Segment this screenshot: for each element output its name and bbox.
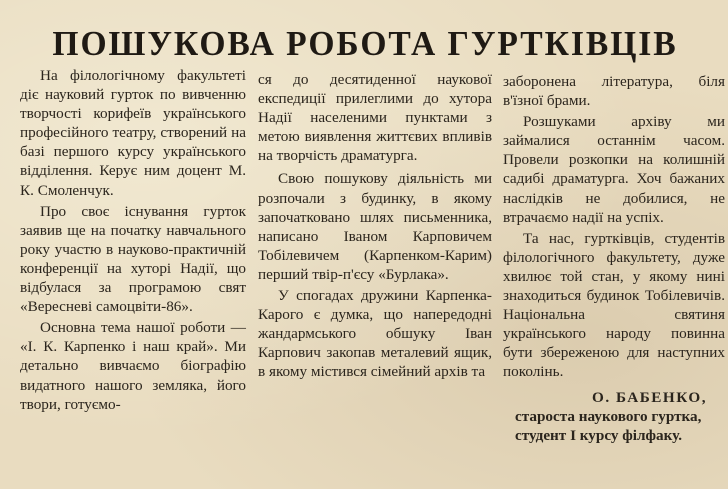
article-column-3 <box>503 72 725 445</box>
article-column-1 <box>20 66 246 416</box>
author-signature <box>503 388 725 445</box>
paragraph: У спогадах дружини Карпенка-Карого є думка, що напередодні жандармського обшуку Іван Карпович закопав металевий ящик, в якому містився сімейний архів та <box>258 287 492 381</box>
article-headline: ПОШУКОВА РОБОТА ГУРТКІВЦІВ <box>52 24 678 63</box>
paragraph: Та нас, гуртківців, студентів філологічного факультету, дуже хвилює той стан, у якому нині знаходиться будинок Тобілевичів. Національна святиня українського народу повинна бути збереженою для наступних поколінь. <box>503 229 725 381</box>
author-name: О. БАБЕНКО, <box>592 388 707 406</box>
paragraph: Свою пошукову діяльність ми розпочали з будинку, в якому започатковано шлях письменника, написано Іваном Карповичем Тобілевичем (Карпенком-Карим) перший твір-п'єсу «Бурлака». <box>258 170 492 283</box>
paragraph: Про своє існування гурток заявив ще на початку навчального року участю в науково-практичній конференції на хуторі Надії, що відбулася за програмою свят «Вересневі самоцвіти-86». <box>20 202 246 316</box>
paragraph: заборонена література, біля в'їзної брами. <box>503 73 725 110</box>
paragraph: Розшуками архіву ми займалися останнім часом. Провели розкопки на колишній садибі драматурга. Хоч бажаних наслідків не добилися, не втрачаємо надії на успіх. <box>503 113 725 226</box>
paragraph: Основна тема нашої роботи — «І. К. Карпенко і наш край». Ми детально вивчаємо біографію видатного нашого земляка, його твори, готуємо- <box>20 319 246 413</box>
paragraph: На філологічному факультеті діє науковий гурток по вивченню творчості корифеїв українського професійного театру, створений на базі першого курсу українського відділення. Керує ним доцент М. К. Смоленчук. <box>20 67 246 199</box>
author-role: староста наукового гуртка, студент І курсу філфаку. <box>515 407 702 444</box>
paragraph: ся до десятиденної наукової експедиції прилеглими до хутора Надії населеними пунктами з метою виявлення життєвих впливів на творчість драматурга. <box>258 71 492 165</box>
article-column-2 <box>258 70 492 384</box>
